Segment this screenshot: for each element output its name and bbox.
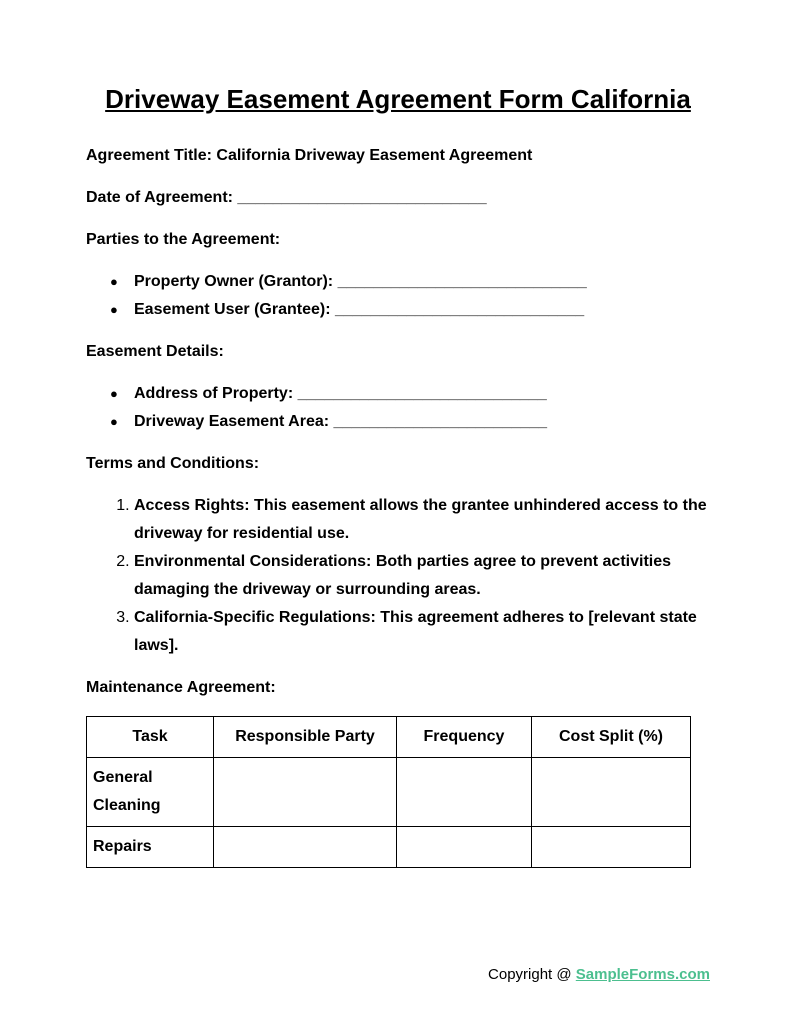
list-item: 2. Environmental Considerations: Both parties agree to prevent activities damaging the driveway or surrounding areas. — [134, 548, 716, 604]
table-row — [87, 827, 691, 868]
list-item: 1. Access Rights: This easement allows the grantee unhindered access to the driveway for residential use. — [134, 492, 716, 548]
easement-heading: Easement Details: — [86, 343, 224, 360]
terms-heading: Terms and Conditions: — [86, 455, 260, 472]
column-header: Frequency — [397, 717, 532, 758]
list-item: ● Property Owner (Grantor): ____________________________ — [134, 268, 716, 296]
table-cell: Repairs — [87, 827, 214, 868]
table-cell: General Cleaning — [87, 758, 214, 827]
table-cell — [397, 758, 532, 827]
column-header: Task — [87, 717, 214, 758]
terms-list — [86, 492, 716, 660]
table-cell — [214, 827, 397, 868]
table-cell — [397, 827, 532, 868]
copyright-text: Copyright @ — [488, 966, 576, 983]
table-header-row — [87, 717, 691, 758]
table-cell — [532, 758, 691, 827]
document-body — [86, 142, 716, 868]
page-title: Driveway Easement Agreement Form California — [105, 84, 691, 114]
list-item: ● Easement User (Grantee): ____________________________ — [134, 296, 716, 324]
maintenance-heading: Maintenance Agreement: — [86, 679, 276, 696]
table-cell — [532, 827, 691, 868]
footer-copyright — [488, 966, 710, 983]
list-item: ● Address of Property: ____________________________ — [134, 380, 716, 408]
maintenance-table — [86, 716, 691, 868]
easement-list — [86, 380, 716, 436]
date-of-agreement: Date of Agreement: ____________________________ — [86, 189, 487, 206]
sampleforms-link[interactable]: SampleForms.com — [575, 966, 710, 983]
agreement-title: Agreement Title: California Driveway Easement Agreement — [86, 147, 533, 164]
column-header: Cost Split (%) — [532, 717, 691, 758]
list-item: 3. California-Specific Regulations: This agreement adheres to [relevant state laws]. — [134, 604, 716, 660]
column-header: Responsible Party — [214, 717, 397, 758]
parties-list — [86, 268, 716, 324]
parties-heading: Parties to the Agreement: — [86, 231, 281, 248]
table-cell — [214, 758, 397, 827]
list-item: ● Driveway Easement Area: ________________________ — [134, 408, 716, 436]
table-row — [87, 758, 691, 827]
